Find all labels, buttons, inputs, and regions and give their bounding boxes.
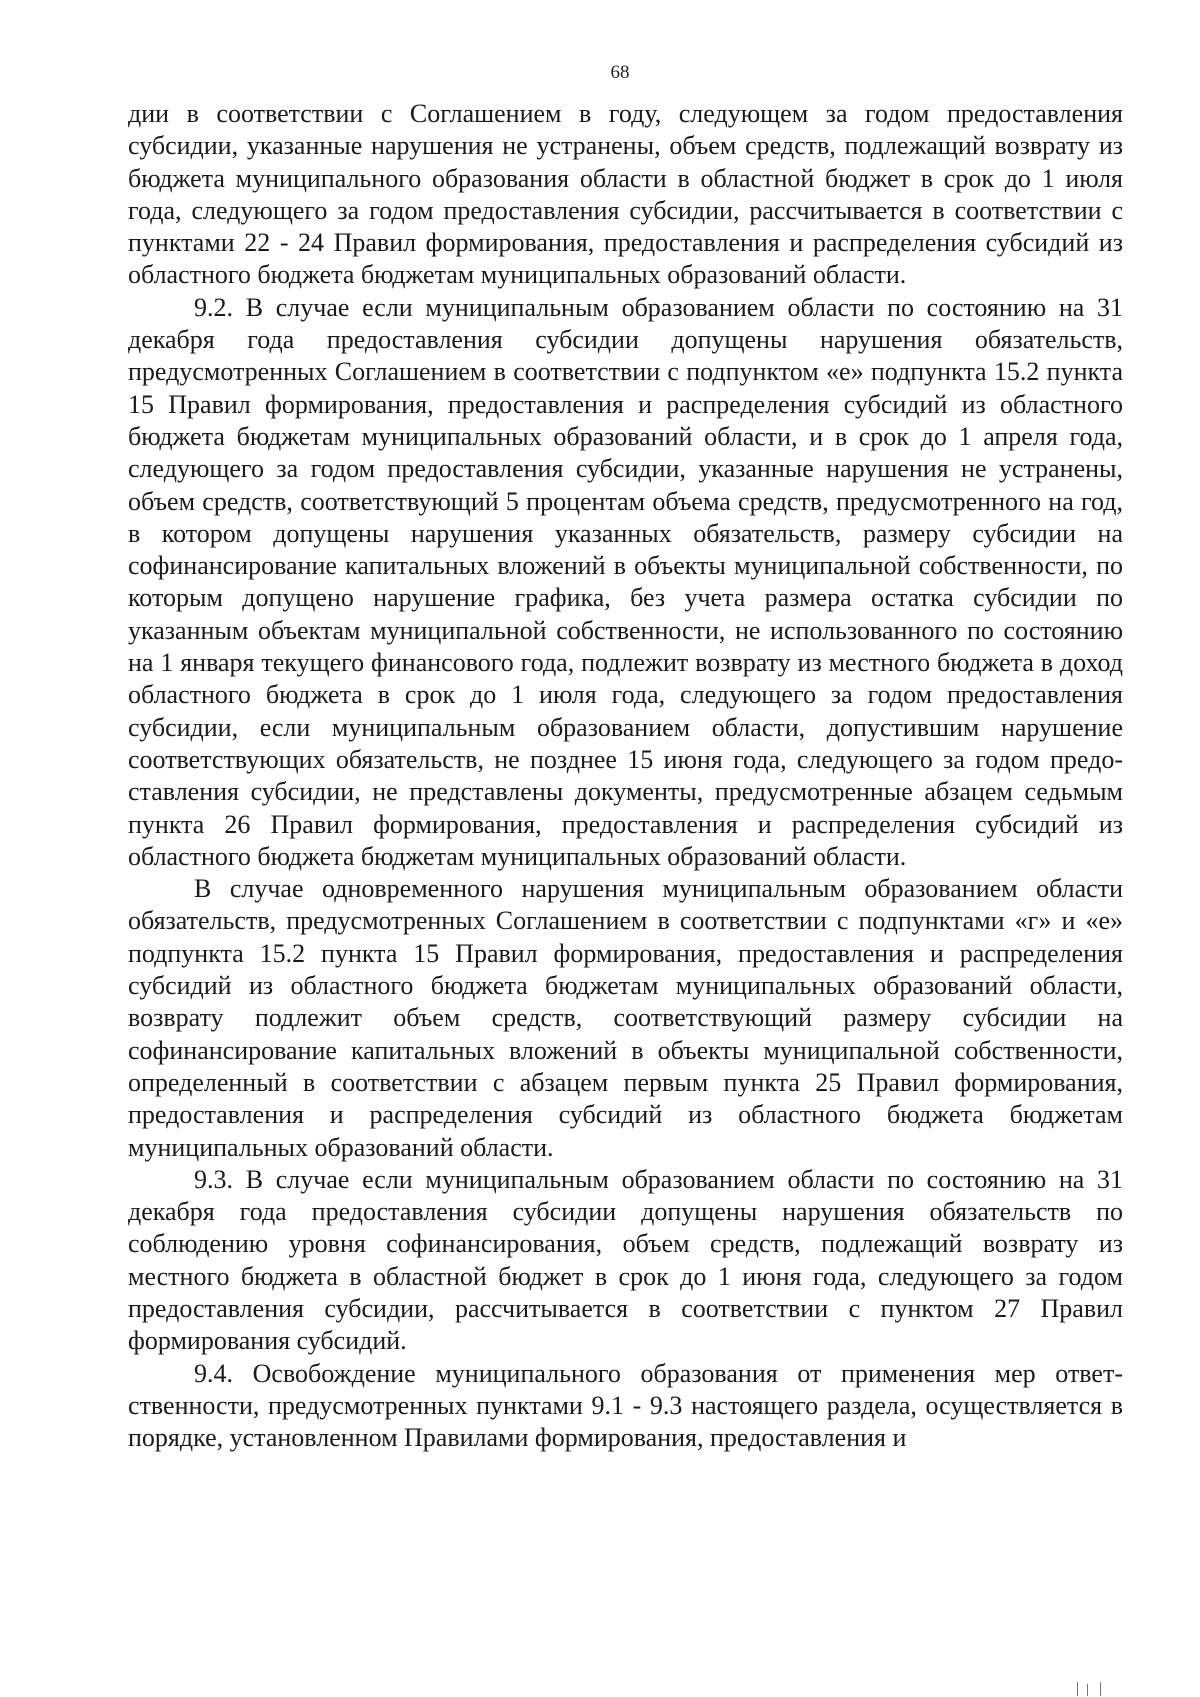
paragraph-9-2: 9.2. В случае если муниципальным образованием области по состоянию на 31 декабря года предоставления субсидии допущены нарушения обязательств, предусмотренных Соглашением в соответствии с подпунктом «е» подпункта 15.2 пункта 15 Правил формирования, предоставления и распределения субсидий из областного бюджета бюджетам муниципальных образований области, и в срок до 1 апреля года, следующего за годом предоставления субсидии, указанные нарушения не устранены, объем средств, соответствующий 5 процентам объема средств, предусмотренного на год, в котором допущены нарушения указанных обязательств, размеру субсидии на софинансирование капитальных вложений в объекты муниципальной собственности, по которым допущено нарушение графика, без учета размера остатка субсидии по указанным объектам муниципальной собственности, не использованного по состоянию на 1 января текущего финансового года, подлежит возврату из местного бюджета в доход областного бюджета в срок до 1 июля года, следующего за годом предоставления субсидии, если муниципальным образованием области, допустившим нарушение соответствующих обязательств, не позднее 15 июня года, следующего за годом предоставления субсидии, не представлены документы, предусмотренные абзацем седьмым пункта 26 Правил формирования, предоставления и распределения субсидий из областного бюджета бюджетам муниципальных образований области.	[128, 292, 1123, 871]
document-body	[128, 98, 1123, 1454]
scan-artifact-mark	[1077, 1682, 1101, 1696]
paragraph-simultaneous-violation: В случае одновременного нарушения муниципальным образованием области обязательств, предусмотренных Соглашением в соответствии с подпунктами «г» и «е» подпункта 15.2 пункта 15 Правил формирования, предоставления и распределения субсидий из областного бюджета бюджетам муниципальных образований области, возврату подлежит объем средств, соответствующий размеру субсидии на софинансирование капитальных вложений в объекты муниципальной собственности, определенный в соответствии с абзацем первым пункта 25 Правил формирования, предоставления и распределения субсидий из областного бюджета бюджетам муниципальных образований области.	[128, 874, 1123, 1162]
paragraph-9-3: 9.3. В случае если муниципальным образованием области по состоянию на 31 декабря года предоставления субсидии допущены нарушения обязательств по соблюдению уровня софинансирования, объем средств, подлежащий возврату из местного бюджета в областной бюджет в срок до 1 июня года, следующего за годом предоставления субсидии, рассчитывается в соответствии с пунктом 27 Правил формирования субсидий.	[128, 1164, 1123, 1356]
paragraph-9-4: 9.4. Освобождение муниципального образования от применения мер ответственности, предусмотренных пунктами 9.1 - 9.3 настоящего раздела, осуществляется в порядке, установленном Правилами формирования, предоставления и	[128, 1358, 1123, 1453]
page-number: 68	[610, 62, 630, 83]
paragraph-continuation: дии в соответствии с Соглашением в году, следующем за годом предоставления субсидии, указанные нарушения не устранены, объем средств, подлежащий возврату из бюджета муниципального образования области в областной бюджет в срок до 1 июля года, следующего за годом предоставления субсидии, рассчитывается в соответствии с пунктами 22 - 24 Правил формирования, предоставления и распределения субсидий из областного бюджета бюджетам муниципальных образований области.	[128, 99, 1123, 290]
